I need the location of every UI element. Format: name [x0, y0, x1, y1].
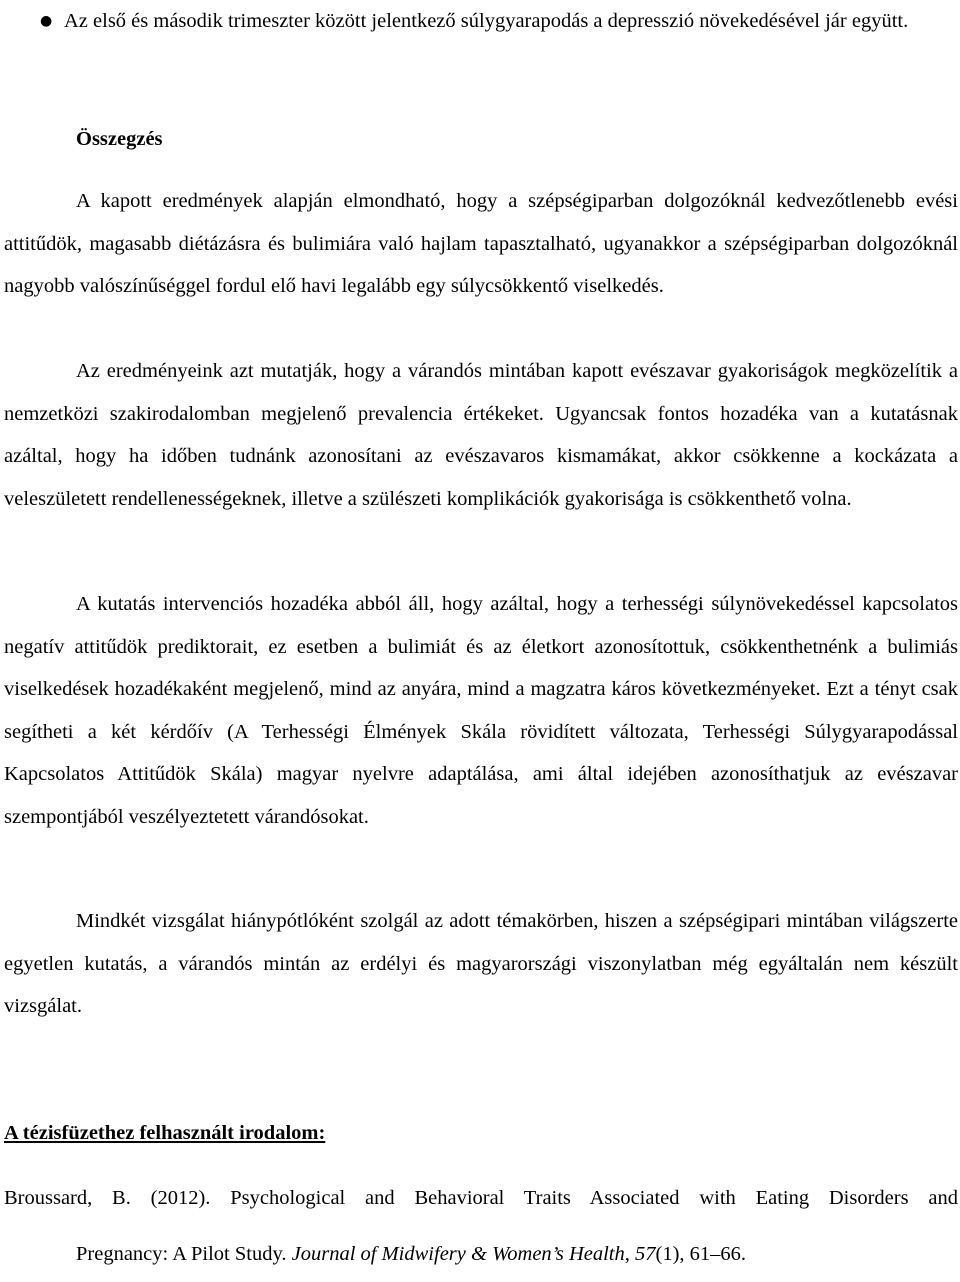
- reference-entry: [4, 1170, 958, 1282]
- bullet-item: [4, 0, 958, 42]
- paragraph-4: Mindkét vizsgálat hiánypótlóként szolgál az adott témakörben, hiszen a szépségipari mintában világszerte egyetlen kutatás, a várandós mintán az erdélyi és magyarországi viszonylatban még egyáltalán nem készült vizsgálat.: [4, 910, 958, 1017]
- reference-sep: ,: [624, 1243, 635, 1265]
- reference-line-1: Broussard, B. (2012). Psychological and Behavioral Traits Associated with Eating Disorders and: [4, 1187, 958, 1209]
- bullet-text: Az első és második trimeszter között jelentkező súlygyarapodás a depresszió növekedésével jár együtt.: [64, 10, 909, 32]
- reference-volume: 57: [635, 1243, 656, 1265]
- paragraph-1: A kapott eredmények alapján elmondható, hogy a szépségiparban dolgozóknál kedvezőtlenebb evési attitűdök, magasabb diétázásra és bulimiára való hajlam tapasztalható, ugyanakkor a szépségiparban dolgozóknál nagyobb valószínűséggel fordul elő havi legalább egy súlycsökkentő viselkedés.: [4, 190, 958, 297]
- references-heading: A tézisfüzethez felhasznált irodalom:: [4, 1122, 326, 1144]
- reference-line-2: [4, 1226, 958, 1282]
- section-heading-summary: Összegzés: [76, 128, 163, 150]
- reference-journal: Journal of Midwifery & Women’s Health: [291, 1243, 625, 1265]
- paragraph-2: Az eredményeink azt mutatják, hogy a várandós mintában kapott evészavar gyakoriságok megközelítik a nemzetközi szakirodalomban megjelenő prevalencia értékeket. Ugyancsak fontos hozadéka van a kutatásnak azáltal, hogy ha időben tudnánk azonosítani az evészavaros kismamákat, akkor csökkenne a kockázata a veleszületett rendellenességeknek, illetve a szülészeti komplikációk gyakorisága is csökkenthető volna.: [4, 360, 958, 510]
- reference-title-end: Pregnancy: A Pilot Study.: [76, 1243, 292, 1265]
- paragraph-3: A kutatás intervenciós hozadéka abból áll, hogy azáltal, hogy a terhességi súlynövekedéssel kapcsolatos negatív attitűdök prediktorait, ez esetben a bulimiát és az életkort azonosítottuk, csökkenthetnénk a bulimiás viselkedések hozadékaként megjelenő, mind az anyára, mind a magzatra káros következményeket. Ezt a tényt csak segítheti a két kérdőív (A Terhességi Élmények Skála rövidített változata, Terhességi Súlygyarapodással Kapcsolatos Attitűdök Skála) magyar nyelvre adaptálása, ami által idejében azonosíthatjuk az evészavar szempontjából veszélyeztetett várandósokat.: [4, 593, 958, 828]
- reference-pages: (1), 61–66.: [655, 1243, 747, 1265]
- bullet-dot-icon: ●: [40, 13, 53, 29]
